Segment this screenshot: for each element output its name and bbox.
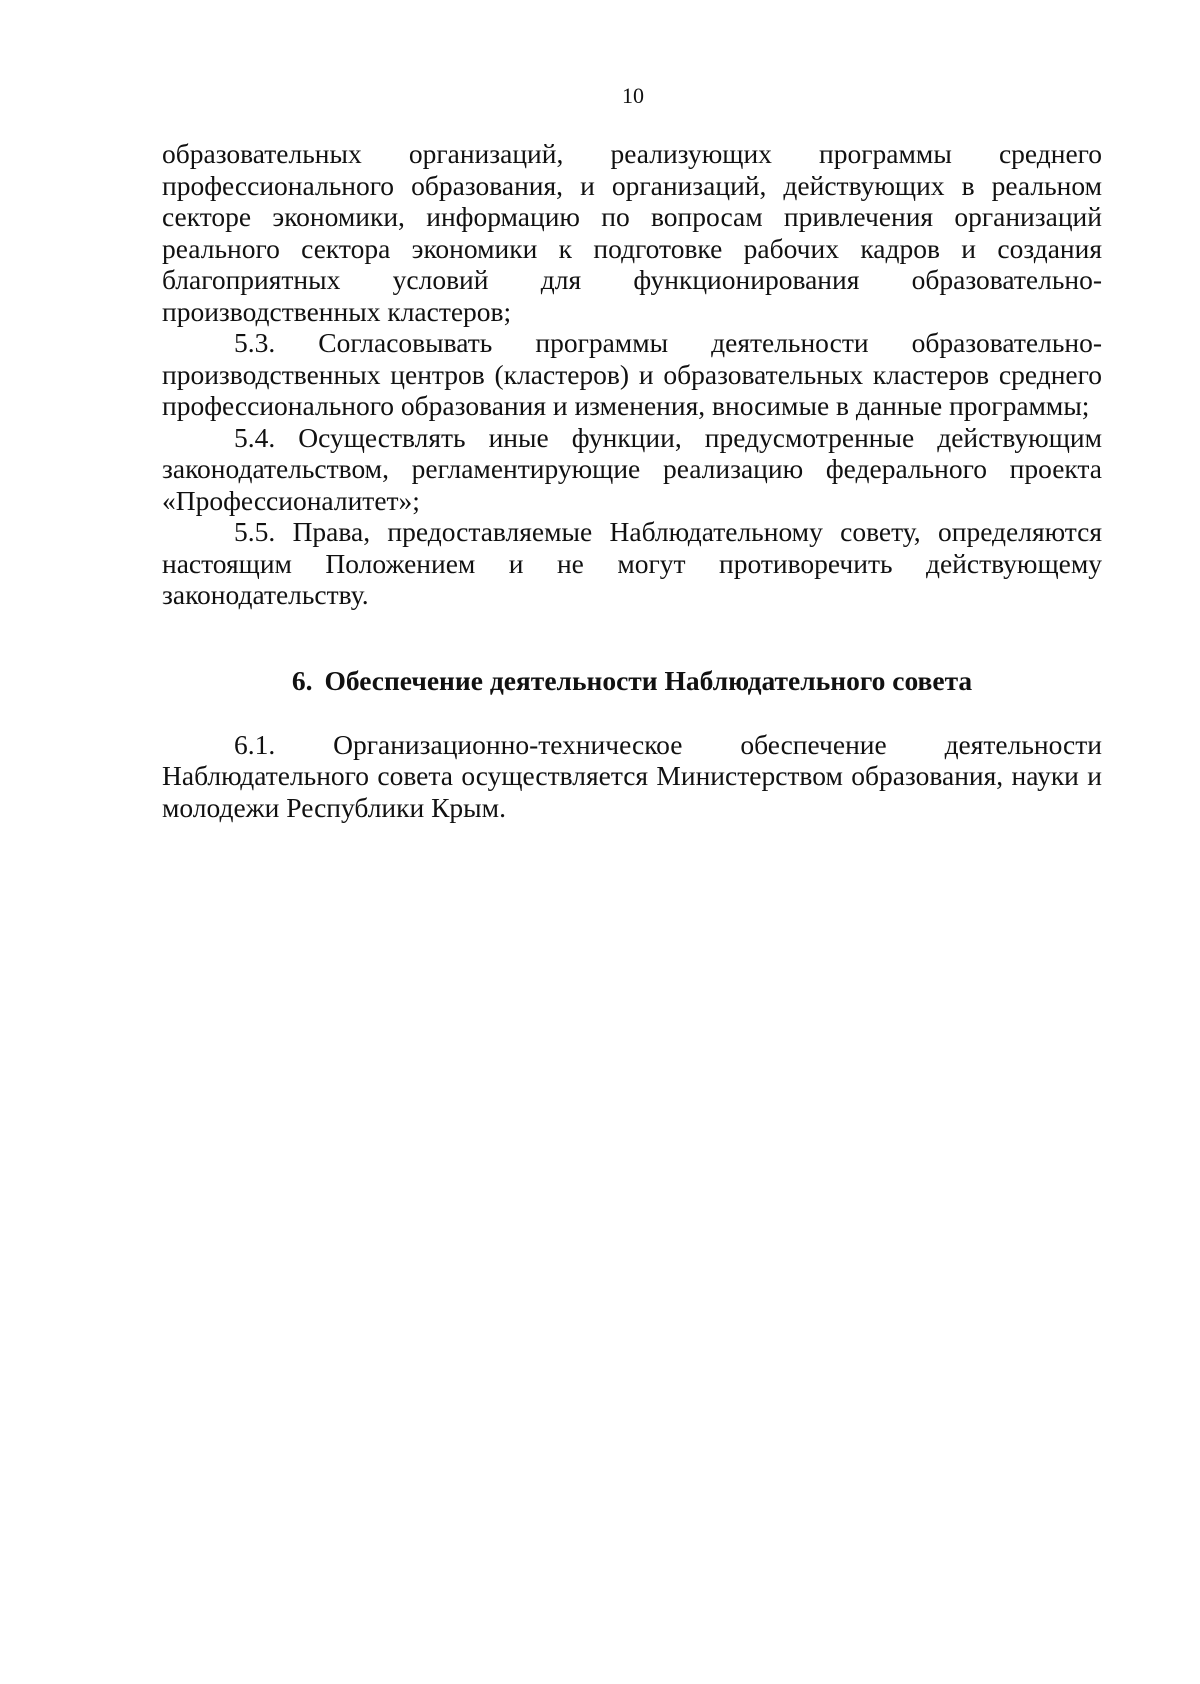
paragraph-continuation: образовательных организаций, реализующих программы среднего профессионального образования, и организаций, действующих в реальном секторе экономики, информацию по вопросам привлечения организаций реального сектора экономики к подготовке рабочих кадров и создания благоприятных условий для функционирования образовательно-производственных кластеров; <box>162 138 1102 327</box>
section-number: 6. <box>291 664 313 696</box>
page-number: 10 <box>622 83 644 108</box>
paragraph-5-5: 5.5. Права, предоставляемые Наблюдательному совету, определяются настоящим Положением и не могут противоречить действующему законодательству. <box>162 516 1102 610</box>
section-heading <box>162 665 1102 697</box>
section-title: Обеспечение деятельности Наблюдательного совета <box>324 664 973 696</box>
section-spacer <box>162 611 1102 629</box>
paragraph-5-3: 5.3. Согласовывать программы деятельности образовательно-производственных центров (кластеров) и образовательных кластеров среднего профессионального образования и изменения, вносимые в данные программы; <box>162 327 1102 421</box>
paragraph-5-4: 5.4. Осуществлять иные функции, предусмотренные действующим законодательством, регламентирующие реализацию федерального проекта «Профессионалитет»; <box>162 421 1102 516</box>
section-body <box>162 729 1102 824</box>
paragraph-6-1: 6.1. Организационно-техническое обеспечение деятельности Наблюдательного совета осуществляется Министерством образования, науки и молодежи Республики Крым. <box>162 728 1102 823</box>
document-body <box>162 138 1102 823</box>
